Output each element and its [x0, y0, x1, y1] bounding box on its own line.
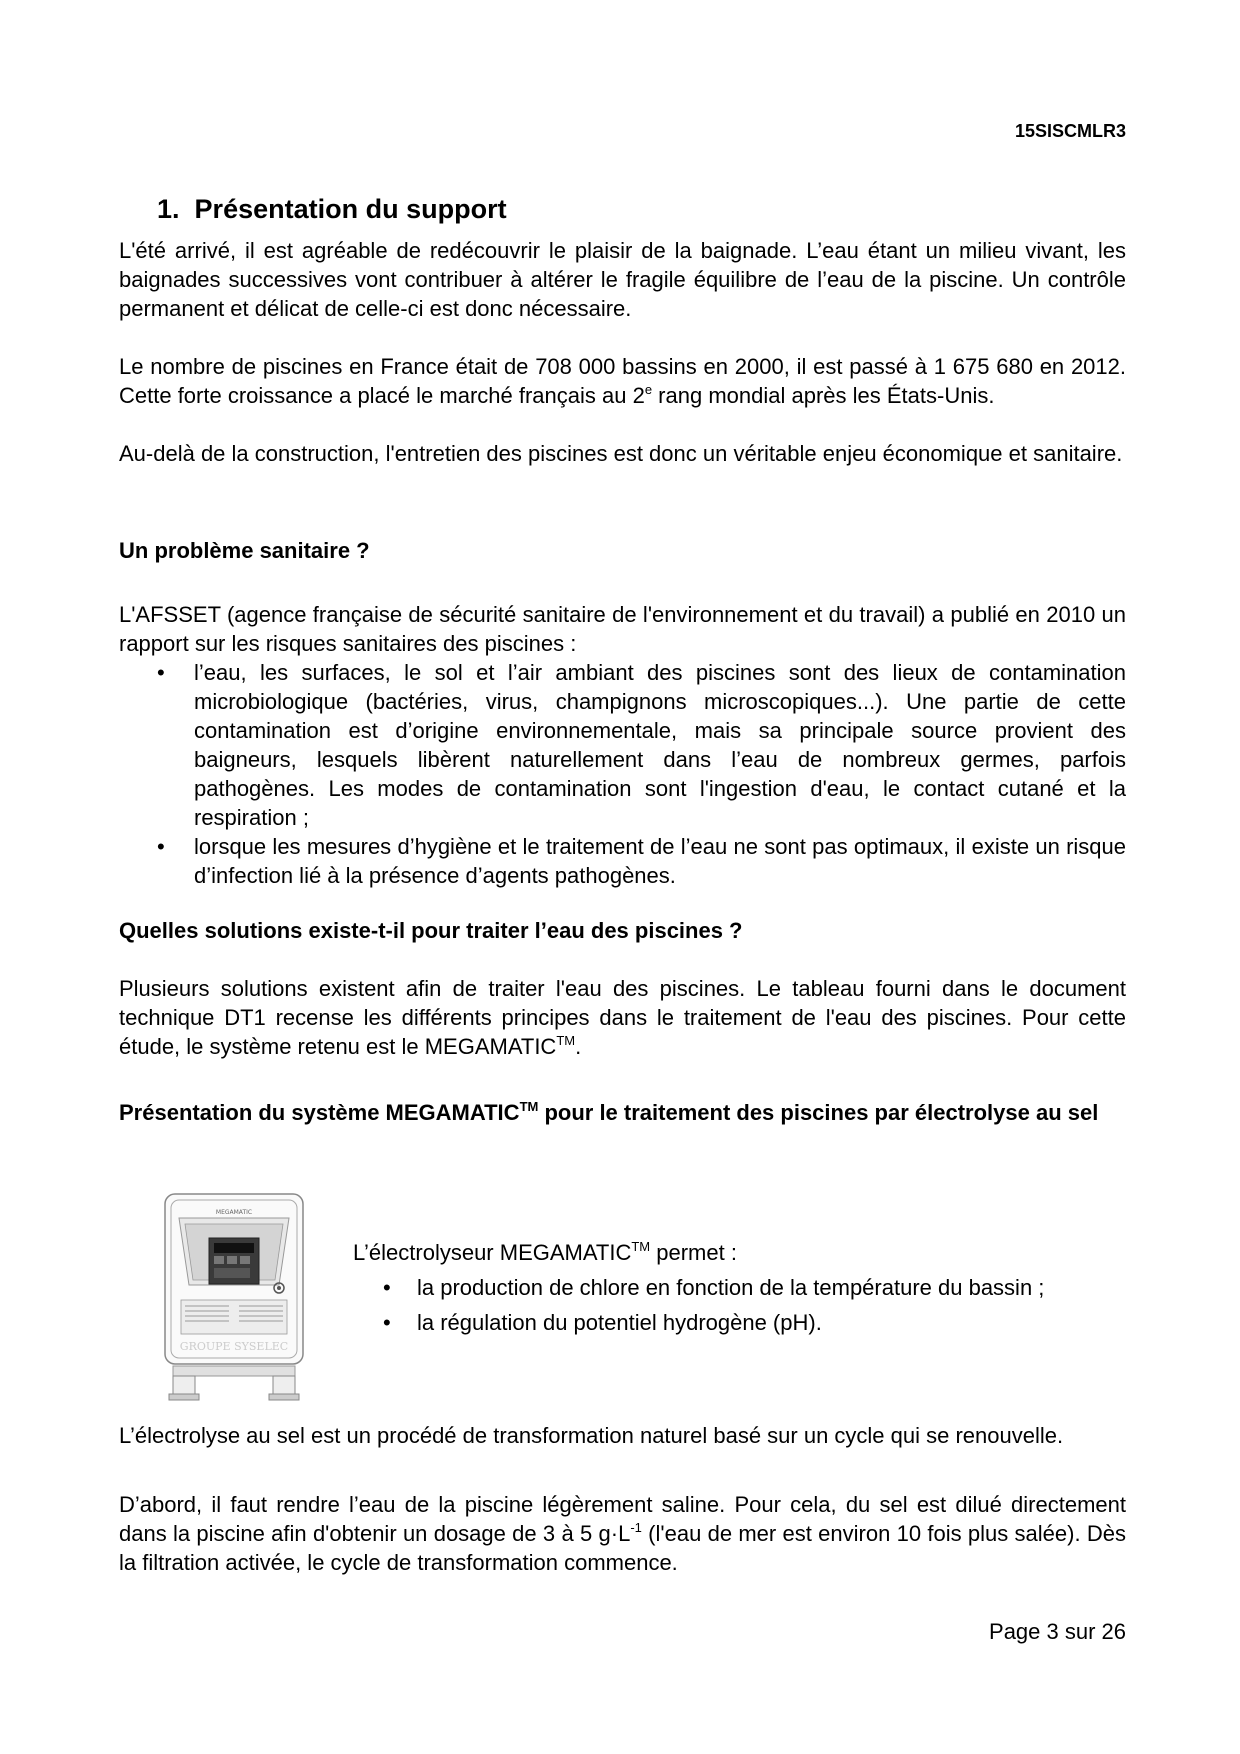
solutions-sup: TM	[556, 1033, 576, 1048]
megamatic-heading-text: Présentation du système MEGAMATIC	[119, 1100, 520, 1125]
list-item	[353, 1308, 1126, 1337]
bullet-dot: •	[157, 834, 165, 859]
megamatic-lead-text-end: permet :	[650, 1240, 737, 1265]
solutions-text: Plusieurs solutions existent afin de traiter l'eau des piscines. Le tableau fourni dans le document technique DT1 recense les différents principes dans le traitement de l'eau des piscines. Pour cette étude, le système retenu est le MEGAMATIC	[119, 976, 1126, 1059]
list-item	[353, 1273, 1126, 1302]
intro-p2-sup: e	[644, 382, 653, 397]
intro-paragraph-2	[119, 352, 1126, 410]
section-title-text: Présentation du support	[194, 194, 507, 224]
page-number: Page 3 sur 26	[989, 1619, 1126, 1644]
solutions-paragraph	[119, 974, 1126, 1061]
megamatic-heading-sup: TM	[519, 1099, 539, 1114]
section-title	[157, 194, 507, 225]
list-item-text: la régulation du potentiel hydrogène (pH).	[417, 1310, 822, 1335]
intro-p2-text: Le nombre de piscines en France était de 708 000 bassins en 2000, il est passé à 1 675 680 en 2012. Cette forte croissance a placé le marché français au 2	[119, 354, 1126, 408]
megamatic-heading	[119, 1098, 1126, 1127]
electrolysis-paragraph-2	[119, 1490, 1126, 1577]
device-label-bottom: GROUPE SYSELEC	[179, 1340, 289, 1353]
list-item	[119, 658, 1126, 832]
megamatic-lead	[353, 1238, 1126, 1267]
megamatic-device-image	[159, 1190, 309, 1402]
megamatic-bullet-list	[353, 1273, 1126, 1337]
sanitary-bullet-list	[119, 658, 1126, 890]
electrolysis-p2-sup: -1	[630, 1520, 642, 1535]
sanitary-intro: L'AFSSET (agence française de sécurité sanitaire de l'environnement et du travail) a publié en 2010 un rapport sur les risques sanitaires des piscines :	[119, 602, 1126, 656]
solutions-heading: Quelles solutions existe-t-il pour traiter l’eau des piscines ?	[119, 918, 743, 943]
list-item	[119, 832, 1126, 890]
solutions-text-end: .	[575, 1034, 582, 1059]
intro-paragraph-3: Au-delà de la construction, l'entretien des piscines est donc un véritable enjeu économique et sanitaire.	[119, 441, 1123, 466]
list-item-text: lorsque les mesures d’hygiène et le traitement de l’eau ne sont pas optimaux, il existe un risque d’infection lié à la présence d’agents pathogènes.	[194, 834, 1126, 888]
bullet-dot: •	[383, 1310, 391, 1335]
intro-p2-text-end: rang mondial après les États-Unis.	[652, 383, 995, 408]
section-number: 1.	[157, 194, 180, 224]
bullet-dot: •	[157, 660, 165, 685]
electrolysis-paragraph-1: L’électrolyse au sel est un procédé de transformation naturel basé sur un cycle qui se renouvelle.	[119, 1423, 1064, 1448]
document-code: 15SISCMLR3	[1014, 121, 1126, 141]
list-item-text: l’eau, les surfaces, le sol et l’air ambiant des piscines sont des lieux de contamination microbiologique (bactéries, virus, champignons microscopiques...). Une partie de cette contamination est d’origine environnementale, mais sa principale source provient des baigneurs, lesquels libèrent naturellement dans l’eau de nombreux germes, parfois pathogènes. Les modes de contamination sont l'ingestion d'eau, le contact cutané et la respiration ;	[194, 660, 1126, 830]
megamatic-features	[353, 1238, 1126, 1337]
megamatic-heading-text-end: pour le traitement des piscines par électrolyse au sel	[538, 1100, 1099, 1125]
sanitary-heading: Un problème sanitaire ?	[119, 538, 370, 563]
intro-paragraph-1: L'été arrivé, il est agréable de redécouvrir le plaisir de la baignade. L’eau étant un milieu vivant, les baignades successives vont contribuer à altérer le fragile équilibre de l’eau de la piscine. Un contrôle permanent et délicat de celle-ci est donc nécessaire.	[119, 238, 1126, 321]
electrolysis-p2-text-end: (l'eau de mer est environ 10 fois plus salée). Dès la filtration activée, le cycle de transformation commence.	[119, 1521, 1127, 1575]
megamatic-lead-text: L’électrolyseur MEGAMATIC	[353, 1240, 632, 1265]
device-label-top: MEGAMATIC	[215, 1209, 253, 1216]
megamatic-lead-sup: TM	[631, 1239, 651, 1254]
electrolysis-p2-text: D’abord, il faut rendre l’eau de la piscine légèrement saline. Pour cela, du sel est dilué directement dans la piscine afin d'obtenir un dosage de 3 à 5 g·L	[119, 1492, 1126, 1546]
list-item-text: la production de chlore en fonction de la température du bassin ;	[417, 1275, 1045, 1300]
bullet-dot: •	[383, 1275, 391, 1300]
